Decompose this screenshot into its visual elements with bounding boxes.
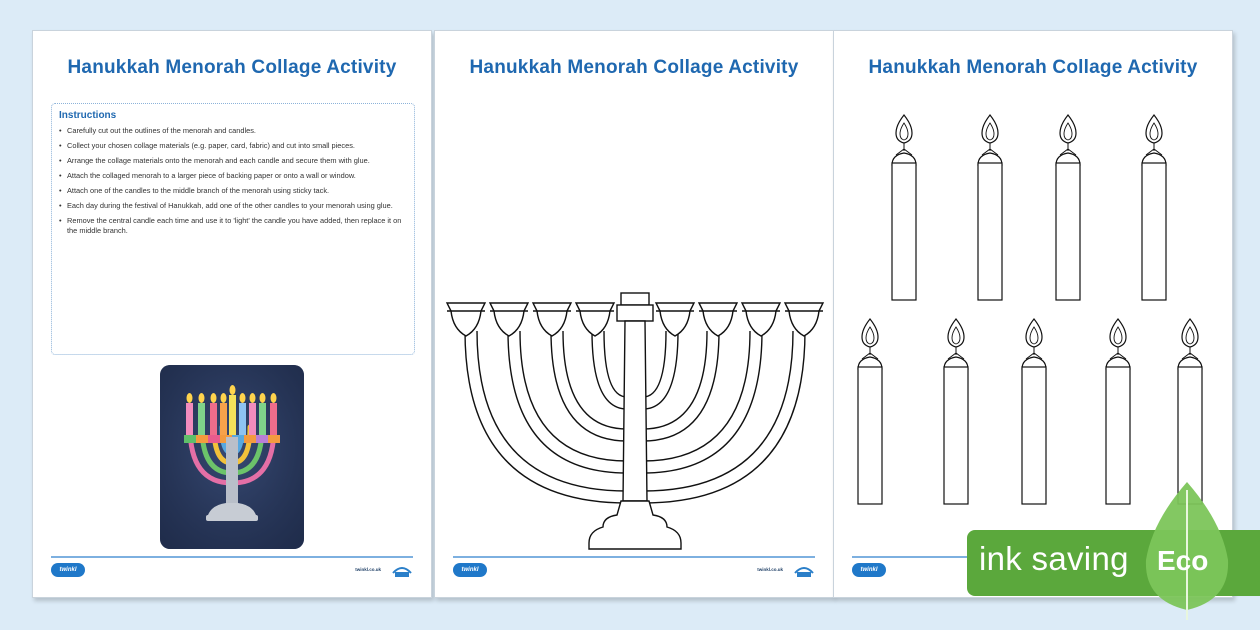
instructions-heading: Instructions xyxy=(59,110,117,121)
instructions-list xyxy=(59,126,407,237)
instruction-item: • Arrange the collage materials onto the menorah and each candle and secure them with glue. xyxy=(59,156,407,166)
instruction-item: • Attach the collaged menorah to a larger piece of backing paper or onto a wall or window. xyxy=(59,171,407,181)
worksheet-page-instructions xyxy=(32,30,432,598)
instruction-item: • Collect your chosen collage materials (e.g. paper, card, fabric) and cut into small pieces. xyxy=(59,141,407,151)
page-title: Hanukkah Menorah Collage Activity xyxy=(868,57,1198,78)
instruction-item: • Attach one of the candles to the middle branch of the menorah using sticky tack. xyxy=(59,186,407,196)
quality-badge-icon xyxy=(391,561,413,579)
footer-divider xyxy=(453,556,815,558)
footer-divider xyxy=(51,556,413,558)
menorah-outline xyxy=(435,31,835,599)
twinkl-logo: twinkl xyxy=(51,563,85,577)
instruction-item: • Remove the central candle each time and use it to 'light' the candle you have added, then replace it on the middle branch. xyxy=(59,216,407,237)
worksheet-page-menorah xyxy=(434,30,834,598)
eco-label: Eco xyxy=(1157,545,1209,576)
twinkl-logo: twinkl xyxy=(852,563,886,577)
page-title: Hanukkah Menorah Collage Activity xyxy=(67,57,397,78)
instruction-item: • Carefully cut out the outlines of the menorah and candles. xyxy=(59,126,407,136)
quality-badge-icon xyxy=(793,561,815,579)
page-title: Hanukkah Menorah Collage Activity xyxy=(469,57,799,78)
collage-menorah-photo xyxy=(160,365,304,549)
ink-saving-text: ink saving xyxy=(979,540,1129,577)
footer-website: twinkl.co.uk xyxy=(757,567,783,572)
instructions-box xyxy=(51,103,415,355)
twinkl-logo: twinkl xyxy=(453,563,487,577)
instruction-item: • Each day during the festival of Hanukkah, add one of the other candles to your menorah using glue. xyxy=(59,201,407,211)
footer-website: twinkl.co.uk xyxy=(355,567,381,572)
